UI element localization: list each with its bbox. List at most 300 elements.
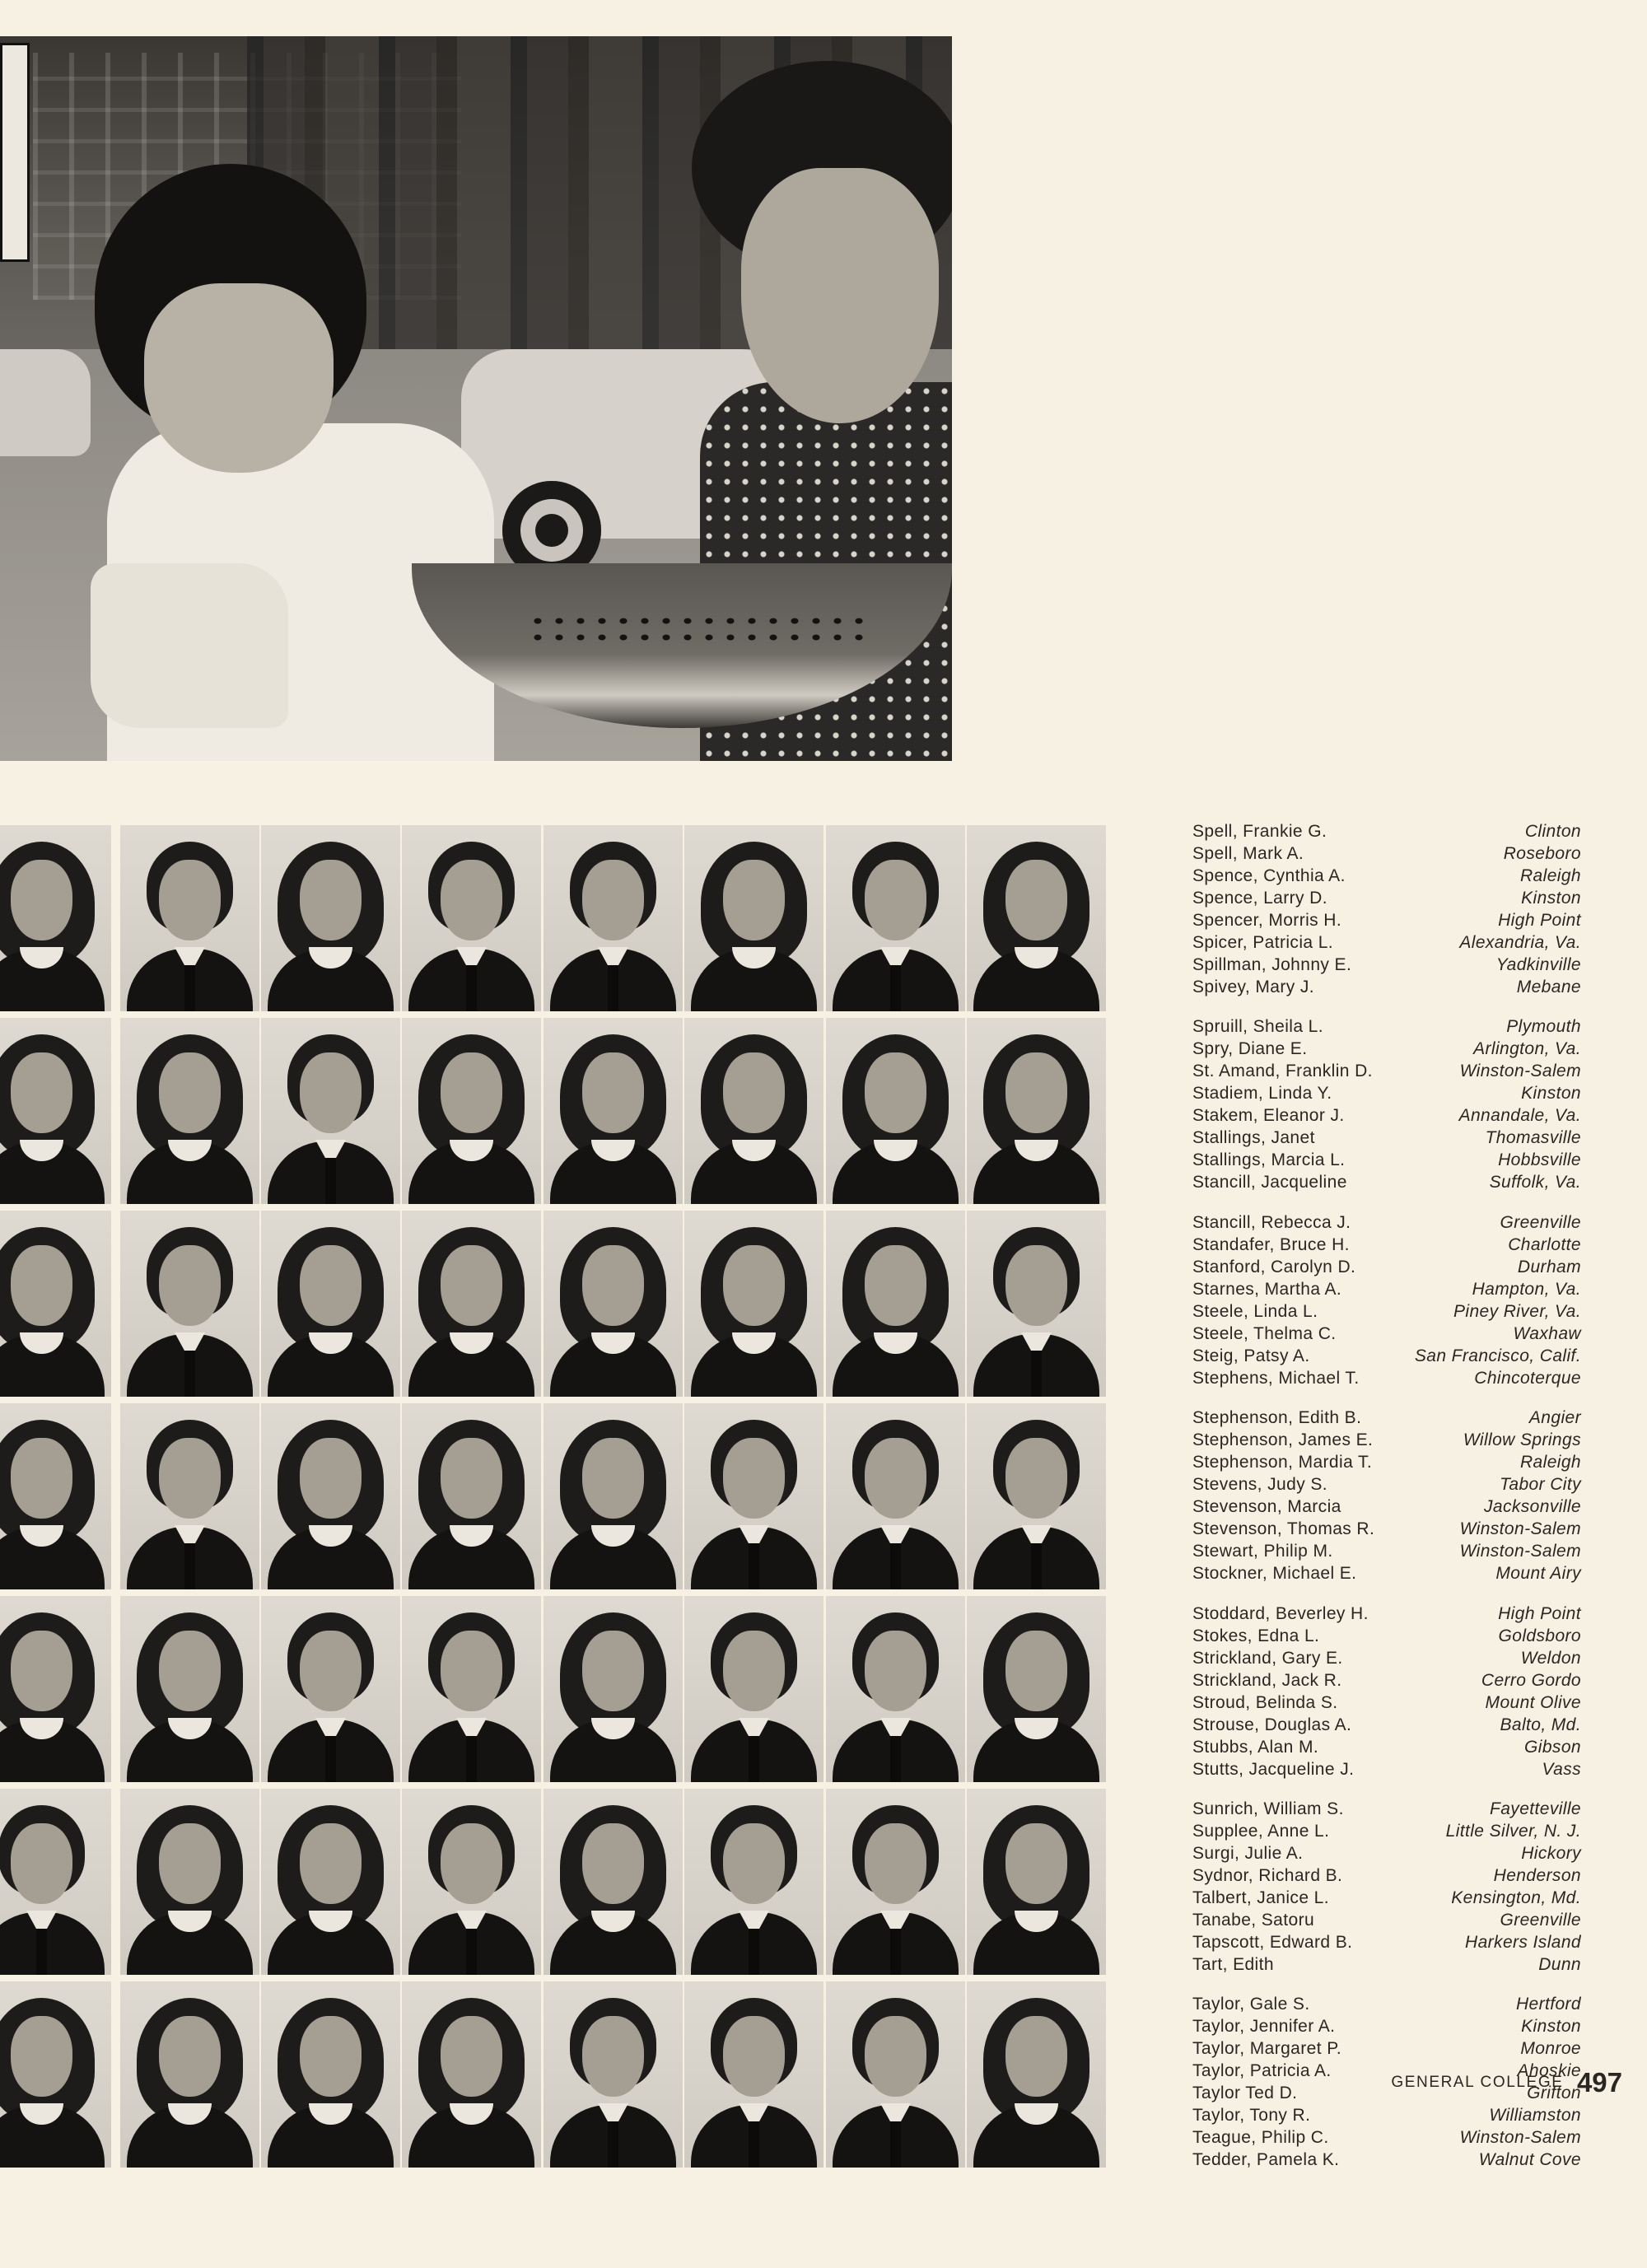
student-entry: [1192, 1171, 1581, 1193]
student-name: Spivey, Mary J.: [1192, 978, 1314, 996]
student-name: Stephenson, Mardia T.: [1192, 1453, 1373, 1472]
student-portrait: [826, 1018, 965, 1204]
student-name: Spicer, Patricia L.: [1192, 933, 1334, 952]
portrait-row: [0, 1403, 1130, 1591]
student-hometown: Raleigh: [1519, 866, 1581, 885]
student-hometown: Grifton: [1527, 2084, 1581, 2103]
portrait-face: [11, 2016, 72, 2097]
student-portrait: [402, 1403, 541, 1589]
student-portrait: [0, 1018, 111, 1204]
portrait-face: [723, 1631, 785, 1711]
student-entry: [1192, 1060, 1581, 1082]
student-name: Stakem, Eleanor J.: [1192, 1106, 1345, 1126]
portrait-face: [300, 2016, 362, 2097]
student-hometown: Arlington, Va.: [1473, 1039, 1581, 1059]
student-hometown: Thomasville: [1485, 1128, 1581, 1148]
student-hometown: High Point: [1498, 1603, 1581, 1623]
student-name: Steele, Linda L.: [1192, 1301, 1318, 1321]
portrait-face: [582, 1438, 644, 1519]
student-entry: [1192, 1669, 1581, 1692]
student-name: Spry, Diane E.: [1192, 1039, 1308, 1059]
student-entry: [1192, 1820, 1581, 1842]
portrait-row: [0, 1211, 1130, 1398]
student-entry: [1192, 976, 1581, 998]
student-entry: [1192, 1211, 1581, 1234]
student-entry: [1192, 2126, 1581, 2149]
student-name: Stewart, Philip M.: [1192, 1542, 1333, 1561]
student-portrait: [402, 1596, 541, 1782]
student-name: Stoddard, Beverley H.: [1192, 1603, 1369, 1623]
student-hometown: Walnut Cove: [1478, 2150, 1581, 2170]
portrait-face: [11, 860, 72, 940]
student-name: Stevenson, Thomas R.: [1192, 1519, 1375, 1539]
student-hometown: Ahoskie: [1517, 2061, 1581, 2081]
student-hometown: Hobbsville: [1498, 1150, 1581, 1170]
student-name: Stancill, Rebecca J.: [1192, 1212, 1351, 1232]
student-name: Stevens, Judy S.: [1192, 1475, 1327, 1495]
student-portrait: [261, 1018, 400, 1204]
photo-watermelon-seeds: [527, 613, 873, 646]
student-hometown: Monroe: [1520, 2039, 1581, 2059]
portrait-row: [0, 825, 1130, 1013]
student-name: Taylor, Gale S.: [1192, 1995, 1310, 2014]
student-name: Stephenson, James E.: [1192, 1430, 1374, 1450]
student-hometown: Tabor City: [1500, 1475, 1581, 1495]
student-hometown: Henderson: [1493, 1866, 1581, 1885]
student-entry: [1192, 1562, 1581, 1584]
portrait-face: [723, 1052, 785, 1133]
student-hometown: Harkers Island: [1465, 1933, 1581, 1952]
portrait-row: [0, 1596, 1130, 1784]
student-entry: [1192, 1234, 1581, 1256]
student-portrait: [402, 1018, 541, 1204]
student-entry: [1192, 1451, 1581, 1473]
portrait-row: [0, 1018, 1130, 1206]
student-name: Tart, Edith: [1192, 1955, 1274, 1974]
portrait-tie: [184, 965, 195, 1011]
student-entry: [1192, 1647, 1581, 1669]
student-portrait: [544, 1018, 683, 1204]
student-name: Stephens, Michael T.: [1192, 1368, 1360, 1388]
student-name: Spencer, Morris H.: [1192, 911, 1342, 930]
student-portrait: [261, 1789, 400, 1975]
portrait-tie: [325, 1736, 336, 1782]
student-name: Tanabe, Satoru: [1192, 1911, 1315, 1930]
student-hometown: Weldon: [1520, 1648, 1581, 1668]
portrait-face: [159, 860, 221, 940]
student-name: Taylor, Margaret P.: [1192, 2039, 1342, 2059]
portrait-tie: [608, 2121, 618, 2168]
portrait-face: [582, 2016, 644, 2097]
student-entry: [1192, 1758, 1581, 1780]
student-entry: [1192, 1323, 1581, 1345]
student-portrait: [684, 1018, 824, 1204]
student-entry: [1192, 2015, 1581, 2037]
portrait-tie: [36, 1929, 47, 1975]
student-hometown: Balto, Md.: [1500, 1715, 1581, 1734]
student-entry: [1192, 1082, 1581, 1104]
student-portrait: [0, 1403, 111, 1589]
portrait-face: [865, 1052, 926, 1133]
student-portrait: [120, 1789, 259, 1975]
student-name: Stokes, Edna L.: [1192, 1626, 1320, 1645]
portrait-face: [159, 1052, 221, 1133]
student-entry: [1192, 1603, 1581, 1625]
portrait-face: [1005, 1823, 1067, 1904]
student-name: Surgi, Julie A.: [1192, 1844, 1304, 1863]
student-entry: [1192, 842, 1581, 865]
student-entry: [1192, 1407, 1581, 1429]
student-name: Spell, Frankie G.: [1192, 822, 1327, 841]
portrait-tie: [890, 1543, 901, 1589]
portrait-face: [723, 860, 785, 940]
portrait-face: [11, 1052, 72, 1133]
portrait-row: [0, 1981, 1130, 2169]
student-hometown: Plymouth: [1506, 1017, 1581, 1037]
student-name: Taylor, Patricia A.: [1192, 2061, 1332, 2081]
student-name: Standafer, Bruce H.: [1192, 1234, 1350, 1254]
student-portrait: [544, 1596, 683, 1782]
student-portrait: [0, 1789, 111, 1975]
student-name: Steele, Thelma C.: [1192, 1323, 1337, 1343]
student-portrait: [684, 1981, 824, 2168]
student-portrait: [120, 1596, 259, 1782]
student-entry: [1192, 1798, 1581, 1820]
portrait-face: [441, 1823, 502, 1904]
student-hometown: San Francisco, Calif.: [1414, 1346, 1581, 1365]
portrait-face: [723, 2016, 785, 2097]
student-name: Stockner, Michael E.: [1192, 1564, 1357, 1584]
student-entry: [1192, 1931, 1581, 1953]
portrait-face: [11, 1631, 72, 1711]
student-portrait: [261, 1403, 400, 1589]
student-portrait: [402, 1789, 541, 1975]
student-name: Tapscott, Edward B.: [1192, 1933, 1353, 1952]
student-portrait: [402, 1981, 541, 2168]
student-portrait: [0, 1596, 111, 1782]
portrait-face: [723, 1823, 785, 1904]
student-entry: [1192, 1149, 1581, 1171]
student-portrait: [261, 1596, 400, 1782]
student-portrait: [826, 1403, 965, 1589]
student-entry: [1192, 1518, 1581, 1540]
student-entry: [1192, 1345, 1581, 1367]
student-name: Stadiem, Linda Y.: [1192, 1084, 1332, 1104]
student-portrait: [967, 1596, 1106, 1782]
student-entry: [1192, 2149, 1581, 2171]
student-hometown: Greenville: [1500, 1911, 1581, 1930]
student-hometown: Suffolk, Va.: [1489, 1173, 1581, 1192]
student-hometown: Little Silver, N. J.: [1445, 1822, 1581, 1841]
student-entry: [1192, 1256, 1581, 1278]
section-title: GENERAL COLLEGE: [1391, 2074, 1564, 2091]
student-name: Steig, Patsy A.: [1192, 1346, 1310, 1365]
student-entry: [1192, 1993, 1581, 2015]
portrait-face: [865, 2016, 926, 2097]
portrait-tie: [749, 1929, 759, 1975]
student-portrait: [402, 1211, 541, 1397]
student-entry: [1192, 1692, 1581, 1714]
student-portrait: [967, 825, 1106, 1011]
student-portrait: [826, 825, 965, 1011]
student-portrait: [967, 1403, 1106, 1589]
student-entry: [1192, 1127, 1581, 1149]
portrait-face: [1005, 1245, 1067, 1326]
portrait-face: [159, 2016, 221, 2097]
student-entry: [1192, 1429, 1581, 1451]
student-name: Sydnor, Richard B.: [1192, 1866, 1343, 1885]
student-hometown: Gibson: [1524, 1737, 1581, 1757]
portrait-face: [1005, 1631, 1067, 1711]
student-hometown: Kinston: [1521, 1084, 1581, 1104]
student-name: Taylor, Tony R.: [1192, 2106, 1311, 2126]
student-entry: [1192, 1625, 1581, 1647]
student-entry: [1192, 1540, 1581, 1562]
portrait-face: [11, 1438, 72, 1519]
student-entry: [1192, 1300, 1581, 1323]
student-hometown: Charlotte: [1508, 1234, 1581, 1254]
student-name: Strickland, Jack R.: [1192, 1670, 1342, 1690]
portrait-face: [441, 1631, 502, 1711]
portrait-face: [582, 1052, 644, 1133]
portrait-face: [300, 1052, 362, 1133]
portrait-face: [159, 1245, 221, 1326]
student-entry: [1192, 1714, 1581, 1736]
portrait-face: [441, 1052, 502, 1133]
student-hometown: Roseboro: [1503, 844, 1581, 863]
student-name: Stallings, Janet: [1192, 1128, 1315, 1148]
student-portrait: [261, 1211, 400, 1397]
student-name: Tedder, Pamela K.: [1192, 2150, 1340, 2170]
portrait-face: [11, 1823, 72, 1904]
student-name: Stubbs, Alan M.: [1192, 1737, 1319, 1757]
student-hometown: Fayetteville: [1489, 1799, 1581, 1818]
student-hometown: High Point: [1498, 911, 1581, 930]
portrait-tie: [890, 965, 901, 1011]
portrait-tie: [1031, 1543, 1042, 1589]
photo-person-left-face: [144, 283, 334, 473]
student-hometown: Hampton, Va.: [1472, 1279, 1581, 1299]
student-entry: [1192, 1038, 1581, 1060]
student-name: Stevenson, Marcia: [1192, 1497, 1341, 1517]
portrait-face: [582, 1823, 644, 1904]
portrait-face: [441, 1245, 502, 1326]
student-name: Supplee, Anne L.: [1192, 1822, 1330, 1841]
student-name: Teague, Philip C.: [1192, 2128, 1329, 2148]
student-hometown: Alexandria, Va.: [1459, 933, 1581, 952]
student-portrait: [826, 1596, 965, 1782]
student-name: Taylor Ted D.: [1192, 2084, 1298, 2103]
portrait-face: [441, 1438, 502, 1519]
student-name: Strouse, Douglas A.: [1192, 1715, 1352, 1734]
student-portrait: [261, 1981, 400, 2168]
student-portrait: [0, 825, 111, 1011]
student-portrait: [684, 1789, 824, 1975]
student-entry: [1192, 909, 1581, 931]
student-hometown: Angier: [1528, 1408, 1581, 1428]
student-portrait: [967, 1018, 1106, 1204]
portrait-tie: [1031, 1351, 1042, 1397]
student-name: Strickland, Gary E.: [1192, 1648, 1343, 1668]
student-portrait: [120, 1403, 259, 1589]
student-hometown: Mount Airy: [1495, 1564, 1581, 1584]
student-name: Stanford, Carolyn D.: [1192, 1257, 1356, 1276]
student-portrait: [261, 825, 400, 1011]
student-hometown: Jacksonville: [1483, 1497, 1581, 1517]
student-hometown: Willow Springs: [1463, 1430, 1581, 1450]
student-hometown: Hertford: [1515, 1995, 1581, 2014]
student-name: Stallings, Marcia L.: [1192, 1150, 1346, 1170]
student-portrait: [120, 1018, 259, 1204]
student-portrait: [0, 1211, 111, 1397]
student-portrait: [120, 1211, 259, 1397]
student-hometown: Vass: [1542, 1759, 1581, 1779]
portrait-face: [582, 860, 644, 940]
portrait-tie: [466, 1736, 477, 1782]
student-portrait: [967, 1789, 1106, 1975]
portrait-row: [0, 1789, 1130, 1976]
portrait-face: [582, 1245, 644, 1326]
student-hometown: Kensington, Md.: [1451, 1888, 1581, 1907]
portrait-tie: [466, 1929, 477, 1975]
student-entry: [1192, 820, 1581, 842]
student-name: Sunrich, William S.: [1192, 1799, 1344, 1818]
student-entry: [1192, 1496, 1581, 1518]
student-hometown: Clinton: [1524, 822, 1581, 841]
student-hometown: Williamston: [1489, 2106, 1581, 2126]
student-entry: [1192, 1367, 1581, 1389]
portrait-face: [865, 1438, 926, 1519]
student-hometown: Kinston: [1521, 889, 1581, 908]
student-hometown: Goldsboro: [1498, 1626, 1581, 1645]
student-portrait: [684, 1211, 824, 1397]
student-entry: [1192, 1909, 1581, 1931]
student-entry: [1192, 1953, 1581, 1976]
student-name: Starnes, Martha A.: [1192, 1279, 1342, 1299]
portrait-face: [723, 1245, 785, 1326]
portrait-face: [11, 1245, 72, 1326]
student-entry: [1192, 887, 1581, 909]
student-portrait: [684, 1596, 824, 1782]
student-portrait: [544, 1789, 683, 1975]
portrait-face: [723, 1438, 785, 1519]
student-hometown: Durham: [1517, 1257, 1581, 1276]
portrait-face: [865, 1631, 926, 1711]
student-hometown: Piney River, Va.: [1453, 1301, 1581, 1321]
student-portrait: [967, 1211, 1106, 1397]
student-hometown: Winston-Salem: [1459, 1542, 1581, 1561]
portrait-tie: [749, 1736, 759, 1782]
student-hometown: Winston-Salem: [1459, 2128, 1581, 2148]
portrait-tie: [890, 1736, 901, 1782]
student-entry: [1192, 1473, 1581, 1496]
portrait-face: [300, 1823, 362, 1904]
student-name: Stephenson, Edith B.: [1192, 1408, 1362, 1428]
student-entry: [1192, 1842, 1581, 1864]
student-hometown: Waxhaw: [1513, 1323, 1581, 1343]
portrait-face: [1005, 2016, 1067, 2097]
portrait-tie: [890, 1929, 901, 1975]
student-hometown: Kinston: [1521, 2017, 1581, 2037]
student-entry: [1192, 865, 1581, 887]
student-name: Spence, Larry D.: [1192, 889, 1327, 908]
student-portrait: [826, 1211, 965, 1397]
student-portrait: [967, 1981, 1106, 2168]
student-entry: [1192, 1736, 1581, 1758]
student-name: Stutts, Jacqueline J.: [1192, 1759, 1355, 1779]
student-entry: [1192, 1864, 1581, 1887]
photo-sign: [0, 43, 30, 262]
student-portrait: [0, 1981, 111, 2168]
student-hometown: Greenville: [1500, 1212, 1581, 1232]
student-entry: [1192, 2104, 1581, 2126]
student-hometown: Raleigh: [1519, 1453, 1581, 1472]
portrait-tie: [608, 965, 618, 1011]
student-hometown: Yadkinville: [1495, 955, 1581, 974]
student-portrait: [544, 1211, 683, 1397]
portrait-tie: [749, 2121, 759, 2168]
student-hometown: Mebane: [1516, 978, 1581, 996]
photo-person-right-face: [741, 168, 939, 423]
student-name: Spillman, Johnny E.: [1192, 955, 1352, 974]
student-portrait: [544, 825, 683, 1011]
portrait-tie: [466, 965, 477, 1011]
student-hometown: Dunn: [1538, 1955, 1581, 1974]
photo-napkin: [91, 563, 288, 728]
student-portrait: [544, 1981, 683, 2168]
portrait-face: [582, 1631, 644, 1711]
student-name: Spence, Cynthia A.: [1192, 866, 1346, 885]
portrait-face: [1005, 1438, 1067, 1519]
portrait-face: [865, 860, 926, 940]
student-hometown: Hickory: [1521, 1844, 1581, 1863]
portrait-face: [441, 860, 502, 940]
student-hometown: Mount Olive: [1485, 1692, 1581, 1712]
student-portrait: [684, 825, 824, 1011]
student-portrait: [120, 1981, 259, 2168]
student-portrait: [684, 1403, 824, 1589]
portrait-face: [1005, 1052, 1067, 1133]
portrait-face: [159, 1438, 221, 1519]
candid-photo-watermelon: [0, 36, 952, 761]
student-hometown: Winston-Salem: [1459, 1062, 1581, 1081]
student-name: Stroud, Belinda S.: [1192, 1692, 1338, 1712]
portrait-face: [300, 860, 362, 940]
student-name: Stancill, Jacqueline: [1192, 1173, 1347, 1192]
portrait-tie: [184, 1351, 195, 1397]
portrait-face: [300, 1631, 362, 1711]
photo-car-left: [0, 349, 91, 456]
portrait-torso: [0, 1912, 105, 1975]
student-entry: [1192, 1887, 1581, 1909]
student-name: Taylor, Jennifer A.: [1192, 2017, 1336, 2037]
student-name: Spell, Mark A.: [1192, 844, 1304, 863]
student-hometown: Cerro Gordo: [1481, 1670, 1581, 1690]
portrait-tie: [749, 1543, 759, 1589]
portrait-face: [865, 1823, 926, 1904]
portrait-face: [159, 1823, 221, 1904]
portrait-face: [865, 1245, 926, 1326]
portrait-face: [159, 1631, 221, 1711]
student-entry: [1192, 954, 1581, 976]
portrait-face: [300, 1438, 362, 1519]
student-hometown: Winston-Salem: [1459, 1519, 1581, 1539]
portrait-face: [441, 2016, 502, 2097]
student-hometown: Chincoterque: [1474, 1368, 1581, 1388]
student-name: Talbert, Janice L.: [1192, 1888, 1329, 1907]
student-name: St. Amand, Franklin D.: [1192, 1062, 1373, 1081]
student-portrait: [544, 1403, 683, 1589]
